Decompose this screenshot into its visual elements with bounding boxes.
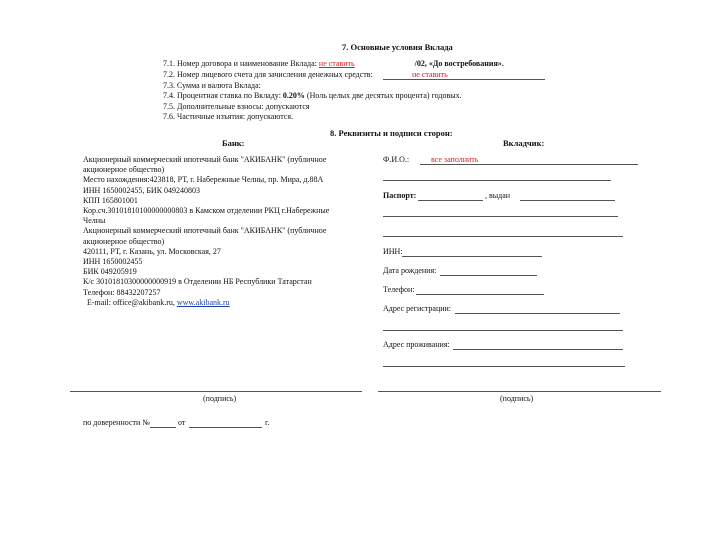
fio-field-line-2[interactable] — [383, 180, 611, 181]
residence-field[interactable] — [453, 349, 623, 350]
fio-red-note: все заполнить — [431, 155, 479, 164]
passport-number-field[interactable] — [418, 200, 483, 201]
bank-line: 420111, РТ, г. Казань, ул. Московская, 27 — [83, 246, 221, 256]
residence-line-2[interactable] — [383, 366, 625, 367]
bank-line: акционерное общество) — [83, 165, 165, 175]
bank-email: E-mail: office@akibank.ru, — [87, 297, 175, 307]
item-2-prefix: 7.2. Номер лицевого счета для зачисления денежных средств: — [163, 70, 373, 79]
birth-field[interactable] — [440, 275, 537, 276]
bank-line: ИНН 1650002455 — [83, 257, 143, 267]
passport-line-2[interactable] — [383, 216, 618, 217]
passport-issued-label: , выдан — [485, 191, 511, 200]
bank-line: Телефон: 88432207257 — [83, 287, 161, 297]
bank-details — [83, 155, 329, 308]
depositor-signature-caption: (подпись) — [500, 394, 534, 403]
bank-line: Челны — [83, 216, 106, 226]
passport-issued-field[interactable] — [520, 200, 615, 201]
passport-label: Паспорт: — [383, 191, 417, 200]
bank-line: акционерное общество) — [83, 236, 165, 246]
proxy-label: по доверенности № — [83, 418, 150, 427]
proxy-date-field[interactable] — [189, 427, 262, 428]
proxy-number-field[interactable] — [150, 427, 176, 428]
item-4-rate: 0.20% — [282, 91, 305, 100]
item-2-red-note: не ставить — [412, 70, 448, 79]
registration-field[interactable] — [455, 313, 620, 314]
inn-field[interactable] — [402, 256, 542, 257]
passport-line-3[interactable] — [383, 236, 623, 237]
item-4-suffix: (Ноль целых две десятых процента) годовых. — [306, 91, 462, 100]
section-7-item-3: 7.3. Сумма и валюта Вклада: — [163, 81, 261, 90]
bank-contacts — [83, 298, 329, 308]
item-1-suffix: /02, «До востребования». — [414, 59, 504, 68]
bank-line: К/с 30101810300000000919 в Отделении НБ Республики Татарстан — [83, 277, 312, 287]
registration-label: Адрес регистрации: — [383, 304, 452, 313]
section-7-title: 7. Основные условия Вклада — [342, 42, 453, 52]
phone-field[interactable] — [416, 294, 544, 295]
fio-field[interactable] — [420, 164, 638, 165]
birth-label: Дата рождения: — [383, 266, 437, 275]
section-7-item-1 — [163, 59, 504, 69]
bank-line: БИК 049205919 — [83, 267, 137, 277]
bank-website-link[interactable]: www.akibank.ru — [176, 297, 230, 307]
fio-label: Ф.И.О.: — [383, 155, 410, 164]
bank-line: Акционерный коммерческий ипотечный банк "АКИБАНК" (публичное — [83, 226, 327, 236]
bank-signature-caption: (подпись) — [203, 394, 237, 403]
section-7-item-6: 7.6. Частичные изъятия: допускаются. — [163, 112, 294, 121]
item-2-underline — [383, 79, 545, 80]
bank-line: Кор.сч.30101810100000000803 в Камском отделении РКЦ г.Набережные — [83, 206, 330, 216]
bank-line: Место нахождения:423818, РТ, г. Набережные Челны, пр. Мира, д.88А — [83, 175, 324, 185]
section-7-item-5: 7.5. Дополнительные взносы: допускаются — [163, 102, 310, 111]
section-7-item-4 — [163, 91, 462, 101]
proxy-from-label: от — [178, 418, 186, 427]
section-8-title: 8. Реквизиты и подписи сторон: — [330, 128, 453, 138]
proxy-year-label: г. — [265, 418, 270, 427]
bank-line: Акционерный коммерческий ипотечный банк "АКИБАНК" (публичное — [83, 155, 327, 164]
inn-label: ИНН: — [383, 247, 403, 256]
depositor-signature-line[interactable] — [378, 391, 661, 392]
bank-line: КПП 165801001 — [83, 195, 138, 205]
phone-label: Телефон: — [383, 285, 415, 294]
section-7-item-2 — [163, 70, 373, 80]
bank-signature-line[interactable] — [70, 391, 362, 392]
item-1-red-note: не ставить — [318, 59, 355, 68]
registration-line-2[interactable] — [383, 330, 623, 331]
item-1-prefix: 7.1. Номер договора и наименование Вклада: — [163, 59, 317, 68]
bank-line: ИНН 1650002455, БИК 049240803 — [83, 185, 201, 195]
residence-label: Адрес проживания: — [383, 340, 450, 349]
depositor-header: Вкладчик: — [503, 138, 545, 148]
bank-header: Банк: — [222, 138, 245, 148]
item-4-prefix: 7.4. Процентная ставка по Вкладу: — [163, 91, 281, 100]
